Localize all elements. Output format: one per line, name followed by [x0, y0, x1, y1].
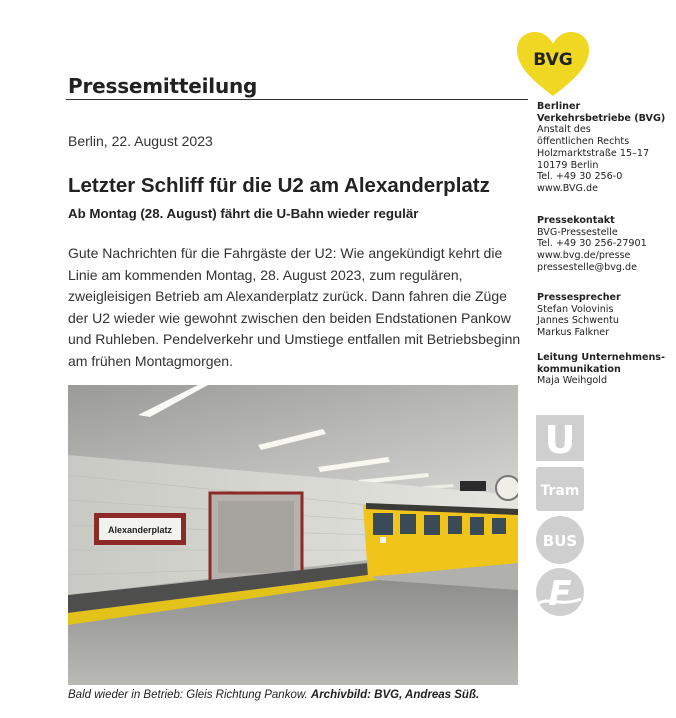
company-name-line1: Berliner [537, 101, 581, 112]
caption-text: Bald wieder in Betrieb: Gleis Richtung Pankow. [68, 689, 311, 701]
svg-text:F: F [548, 574, 572, 614]
company-address: Holzmarktstraße 15–17 [537, 147, 650, 159]
spokesperson-name: Jannes Schwentu [537, 315, 619, 327]
company-city: 10179 Berlin [537, 159, 599, 171]
document-type-heading: Pressemitteilung [68, 74, 258, 98]
spokesperson-name: Stefan Volovinis [537, 303, 614, 315]
ubahn-icon [535, 414, 585, 462]
company-line: Anstalt des [537, 124, 591, 136]
communications-heading-line2: kommunikation [537, 363, 621, 375]
svg-text:U: U [544, 418, 576, 462]
station-sign-text: Alexanderplatz [107, 525, 173, 535]
bus-icon [535, 515, 585, 565]
tram-icon [535, 466, 585, 512]
station-clock [496, 476, 518, 500]
bvg-logo [515, 30, 591, 98]
spokespersons-block [537, 292, 621, 339]
subheadline: Ab Montag (28. August) fährt die U-Bahn wieder regulär [68, 206, 419, 221]
ferry-icon [535, 567, 585, 617]
spokesperson-name: Markus Falkner [537, 327, 610, 339]
company-line: öffentlichen Rechts [537, 136, 630, 148]
communications-heading-line1: Leitung Unternehmens- [537, 352, 665, 363]
company-phone[interactable]: Tel. +49 30 256-0 [537, 171, 623, 183]
station-photo [68, 385, 518, 685]
headline: Letzter Schliff für die U2 am Alexanderplatz [68, 174, 490, 197]
caption-credit: Archivbild: BVG, Andreas Süß. [310, 689, 480, 701]
press-website-link[interactable]: www.bvg.de/presse [537, 250, 631, 262]
body-paragraph: Gute Nachrichten für die Fahrgäste der U2: Wie angekündigt kehrt die Linie am kommenden Montag, 28. August 2023, zum regulären, zweigleisigen Betrieb am Alexanderplatz zurück. Dann fahren die Züge der U2 wieder wie gewohnt zwischen den beiden Endstationen Pankow und Ruhleben. Pendelverkehr und Umstiege entfallen mit Betriebsbeginn am frühen Montagmorgen. [68, 245, 521, 369]
release-date: Berlin, 22. August 2023 [68, 133, 213, 149]
press-office: BVG-Pressestelle [537, 226, 618, 238]
press-contact-block [537, 215, 647, 274]
company-website-link[interactable]: www.BVG.de [537, 182, 599, 194]
company-name-line2: Verkehrsbetriebe (BVG) [537, 112, 666, 124]
company-block [537, 101, 665, 195]
communications-block [537, 352, 665, 387]
press-email-link[interactable]: pressestelle@bvg.de [537, 261, 638, 273]
svg-text:BUS: BUS [542, 532, 578, 550]
spokespersons-heading: Pressesprecher [537, 292, 621, 303]
header-divider [66, 99, 528, 100]
logo-text: BVG [533, 50, 573, 70]
press-phone[interactable]: Tel. +49 30 256-27901 [537, 238, 647, 250]
press-contact-heading: Pressekontakt [537, 215, 615, 226]
communications-lead-name: Maja Weihgold [537, 375, 608, 387]
svg-text:Tram: Tram [540, 483, 580, 499]
photo-caption [68, 689, 479, 701]
